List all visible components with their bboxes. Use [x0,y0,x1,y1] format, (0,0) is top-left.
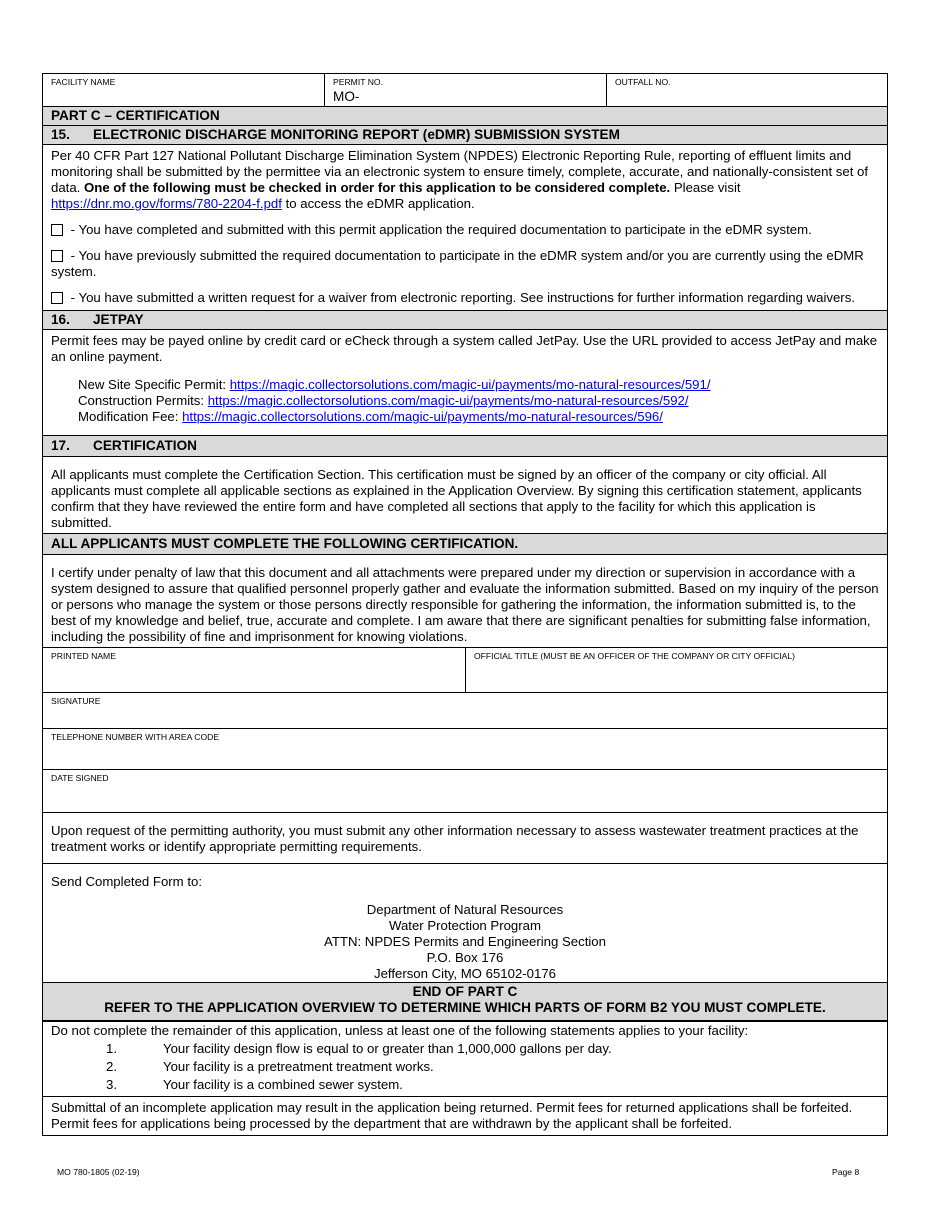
upon-request-text: Upon request of the permitting authority, you must submit any other information necessary to assess wastewater treatment practices at the treatment works or identify appropriate permitting requirements. [43,813,887,864]
jetpay-modification [78,409,879,425]
address-line-4: P.O. Box 176 [426,950,504,965]
edmr-option-2 [51,248,879,280]
signature-label: SIGNATURE [51,696,101,706]
all-applicants-header: ALL APPLICANTS MUST COMPLETE THE FOLLOWING CERTIFICATION. [43,534,887,555]
section-16-header [43,311,887,330]
address-line-3: ATTN: NPDES Permits and Engineering Section [324,934,606,949]
official-title-field[interactable] [466,648,887,692]
edmr-option-3-checkbox[interactable] [51,292,63,304]
address-line-1: Department of Natural Resources [366,902,564,917]
jetpay-new-site-label: New Site Specific Permit: [78,377,230,392]
section-15-body [43,145,887,311]
printed-name-label: PRINTED NAME [51,651,116,661]
facility-name-label: FACILITY NAME [51,77,116,87]
end-of-part-c-instruction: REFER TO THE APPLICATION OVERVIEW TO DETERMINE WHICH PARTS OF FORM B2 YOU MUST COMPLETE. [104,1000,826,1015]
list-item-text: Your facility design flow is equal to or greater than 1,000,000 gallons per day. [163,1041,612,1056]
jetpay-construction-link[interactable]: https://magic.collectorsolutions.com/magic-ui/payments/mo-natural-resources/592/ [207,393,689,408]
section-16-body [43,330,887,436]
outfall-no-label: OUTFALL NO. [615,77,671,87]
edmr-form-link[interactable]: https://dnr.mo.gov/forms/780-2204-f.pdf [51,196,282,211]
part-c-title: PART C – CERTIFICATION [43,107,887,126]
list-item-number: 2. [106,1059,117,1074]
section-16-title: JETPAY [93,312,144,327]
section-17-header [43,436,887,457]
facility-name-field[interactable] [43,74,325,106]
jetpay-links [51,377,879,425]
address-line-5: Jefferson City, MO 65102-0176 [373,966,557,981]
jetpay-modification-label: Modification Fee: [78,409,183,424]
submittal-notice: Submittal of an incomplete application may result in the application being returned. Permit fees for returned applications shall be forfeited. Permit fees for applications being processed by the department that are withdrawn by the applicant shall be forfeited. [51,1100,853,1131]
edmr-option-2-label: - You have previously submitted the required documentation to participate in the eDMR system and/or you are currently using the eDMR system. [51,248,864,279]
edmr-intro [51,148,879,212]
address-line-2: Water Protection Program [389,918,541,933]
header-fields-row [43,74,887,107]
permit-no-label: PERMIT NO. [333,77,383,87]
list-item-number: 3. [106,1077,117,1092]
permit-no-value: MO- [333,89,360,104]
send-form-label: Send Completed Form to: [51,874,202,889]
telephone-label: TELEPHONE NUMBER WITH AREA CODE [51,732,220,742]
printed-name-field[interactable] [43,648,466,692]
jetpay-intro: Permit fees may be payed online by credit card or eCheck through a system called JetPay. Use the URL provided to access JetPay and make an online payment. [51,333,878,364]
outfall-no-field[interactable] [607,74,887,106]
edmr-option-1-label: - You have completed and submitted with this permit application the required documentation to participate in the eDMR system. [67,222,812,237]
remainder-block [43,1022,887,1097]
edmr-intro-text-3: to access the eDMR application. [281,196,475,211]
edmr-option-2-checkbox[interactable] [51,250,63,262]
name-title-row [43,648,887,693]
jetpay-construction-label: Construction Permits: [78,393,208,408]
jetpay-construction [78,393,879,409]
edmr-option-3 [51,290,879,306]
list-item [106,1041,879,1057]
section-17-number: 17. [51,438,70,453]
page-number: Page 8 [832,1167,860,1177]
remainder-intro: Do not complete the remainder of this application, unless at least one of the following statements applies to your facility: [51,1023,749,1038]
certification-statement: I certify under penalty of law that this document and all attachments were prepared under my direction or supervision in accordance with a system designed to assure that qualified personnel properly gather and evaluate the information submitted. Based on my inquiry of the person or persons who manage the system or those persons directly responsible for gathering the information, the information submitted is, to the best of my knowledge and belief, true, accurate and complete. I am aware that there are significant penalties for submitting false information, including the possibility of fine and imprisonment for knowing violations. [43,555,887,648]
edmr-option-1 [51,222,879,238]
send-form-block [43,864,887,983]
edmr-option-1-checkbox[interactable] [51,224,63,236]
signature-field[interactable] [43,693,887,729]
jetpay-modification-link[interactable]: https://magic.collectorsolutions.com/magic-ui/payments/mo-natural-resources/596/ [182,409,663,424]
edmr-intro-text: Per 40 CFR Part 127 National Pollutant Discharge Elimination System (NPDES) Electronic Reporting Rule, reporting of effluent limits and monitoring shall be submitted by the permittee via an electronic system to ensure timely, complete, accurate, and nationally-consistent set of data. [51,148,869,195]
list-item-number: 1. [106,1041,117,1056]
section-15-header [43,126,887,145]
end-of-part-c [43,983,887,1022]
list-item-text: Your facility is a combined sewer system. [163,1077,403,1092]
end-of-part-c-title: END OF PART C [412,984,518,999]
form-number: MO 780-1805 (02-19) [57,1167,140,1177]
section-15-number: 15. [51,127,70,142]
section-15-title: ELECTRONIC DISCHARGE MONITORING REPORT (eDMR) SUBMISSION SYSTEM [93,127,620,142]
edmr-intro-text-2: Please visit [670,180,741,195]
remainder-list [51,1041,879,1093]
date-signed-field[interactable] [43,770,887,813]
edmr-intro-bold: One of the following must be checked in order for this application to be considered complete. [84,180,671,195]
certification-intro: All applicants must complete the Certification Section. This certification must be signed by an officer of the company or city official. All applicants must complete all applicable sections as explained in the Application Overview. By signing this certification statement, applicants confirm that they have reviewed the entire form and have completed all sections that apply to the facility for which this application is submitted. [43,457,887,534]
list-item [106,1077,879,1093]
section-16-number: 16. [51,312,70,327]
list-item-text: Your facility is a pretreatment treatment works. [163,1059,434,1074]
jetpay-new-site [78,377,879,393]
list-item [106,1059,879,1075]
telephone-field[interactable] [43,729,887,770]
permit-no-field[interactable] [325,74,607,106]
edmr-option-3-label: - You have submitted a written request for a waiver from electronic reporting. See instructions for further information regarding waivers. [67,290,855,305]
mailing-address [51,902,879,982]
jetpay-new-site-link[interactable]: https://magic.collectorsolutions.com/magic-ui/payments/mo-natural-resources/591/ [229,377,711,392]
application-form [42,73,888,1136]
date-signed-label: DATE SIGNED [51,773,109,783]
official-title-label: OFFICIAL TITLE (MUST BE AN OFFICER OF THE COMPANY OR CITY OFFICIAL) [474,651,796,661]
section-17-title: CERTIFICATION [93,438,197,453]
